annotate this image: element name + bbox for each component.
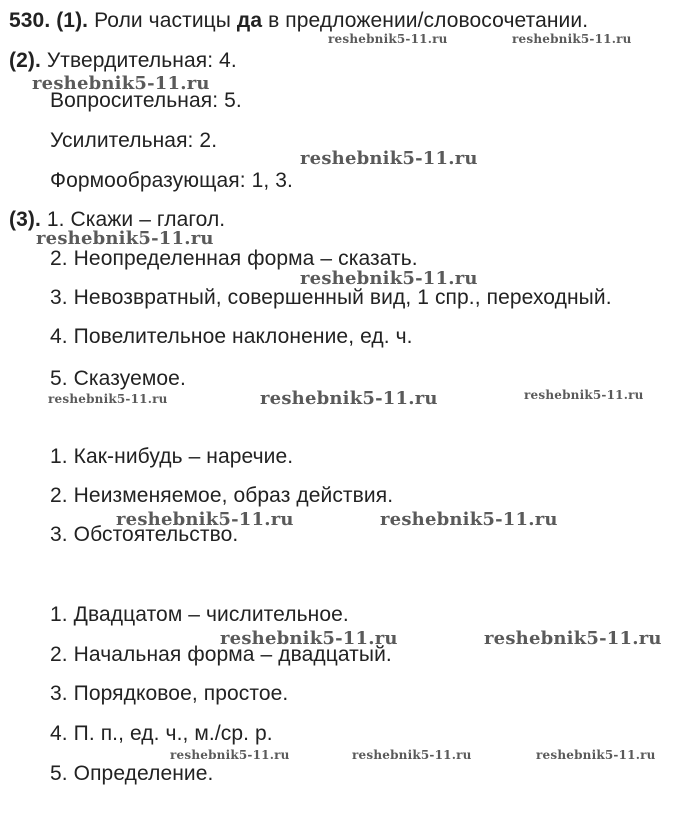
part3-g1-line-5: 5. Сказуемое. xyxy=(50,367,186,390)
watermark: reshebnik5-11.ru xyxy=(220,628,398,649)
part2-line-4: Формообразующая: 1, 3. xyxy=(50,169,293,192)
watermark: reshebnik5-11.ru xyxy=(352,748,472,762)
part3-g1-line-4: 4. Повелительное наклонение, ед. ч. xyxy=(50,325,413,348)
task-number: 530. xyxy=(9,9,51,32)
watermark: reshebnik5-11.ru xyxy=(484,628,662,649)
watermark: reshebnik5-11.ru xyxy=(260,388,438,409)
part3-g3-line-1: 1. Двадцатом – числительное. xyxy=(50,603,349,626)
watermark: reshebnik5-11.ru xyxy=(116,509,294,530)
part3-label: (3). xyxy=(9,208,41,231)
part3-g2-line-3: 3. Обстоятельство. xyxy=(50,523,239,546)
watermark: reshebnik5-11.ru xyxy=(32,73,210,94)
part3-g2-line-2: 2. Неизменяемое, образ действия. xyxy=(50,484,394,507)
part3-g3-line-5: 5. Определение. xyxy=(50,762,214,785)
part3-g1-line-2: 2. Неопределенная форма – сказать. xyxy=(50,247,418,270)
watermark: reshebnik5-11.ru xyxy=(328,32,448,46)
watermark: reshebnik5-11.ru xyxy=(170,748,290,762)
watermark: reshebnik5-11.ru xyxy=(300,148,478,169)
watermark: reshebnik5-11.ru xyxy=(300,268,478,289)
task-header xyxy=(9,9,588,33)
watermark: reshebnik5-11.ru xyxy=(380,509,558,530)
part3-g3-line-2: 2. Начальная форма – двадцатый. xyxy=(50,643,392,666)
part1-bold-word: да xyxy=(236,9,263,32)
watermark: reshebnik5-11.ru xyxy=(524,388,644,402)
part3-g1-line-3: 3. Невозвратный, совершенный вид, 1 спр., переходный. xyxy=(50,286,612,309)
watermark: reshebnik5-11.ru xyxy=(512,32,632,46)
part3-text: 1. Скажи – глагол. xyxy=(46,208,226,231)
part3-g3-line-4: 4. П. п., ед. ч., м./ср. р. xyxy=(50,722,273,745)
part3-g2-line-1: 1. Как-нибудь – наречие. xyxy=(50,445,294,468)
watermark: reshebnik5-11.ru xyxy=(36,228,214,249)
watermark: reshebnik5-11.ru xyxy=(48,392,168,406)
part2-line-1 xyxy=(9,49,237,73)
part1-text-after: в предложении/словосочетании. xyxy=(262,9,589,32)
part2-line-2: Вопросительная: 5. xyxy=(50,89,242,112)
part1-label: (1). xyxy=(56,9,89,32)
part2-line-3: Усилительная: 2. xyxy=(50,129,218,152)
part3-g3-line-3: 3. Порядковое, простое. xyxy=(50,682,289,705)
part2-text: Утвердительная: 4. xyxy=(46,49,237,72)
watermark: reshebnik5-11.ru xyxy=(536,748,656,762)
part2-label: (2). xyxy=(9,49,41,72)
part1-text-before: Роли частицы xyxy=(94,9,237,32)
